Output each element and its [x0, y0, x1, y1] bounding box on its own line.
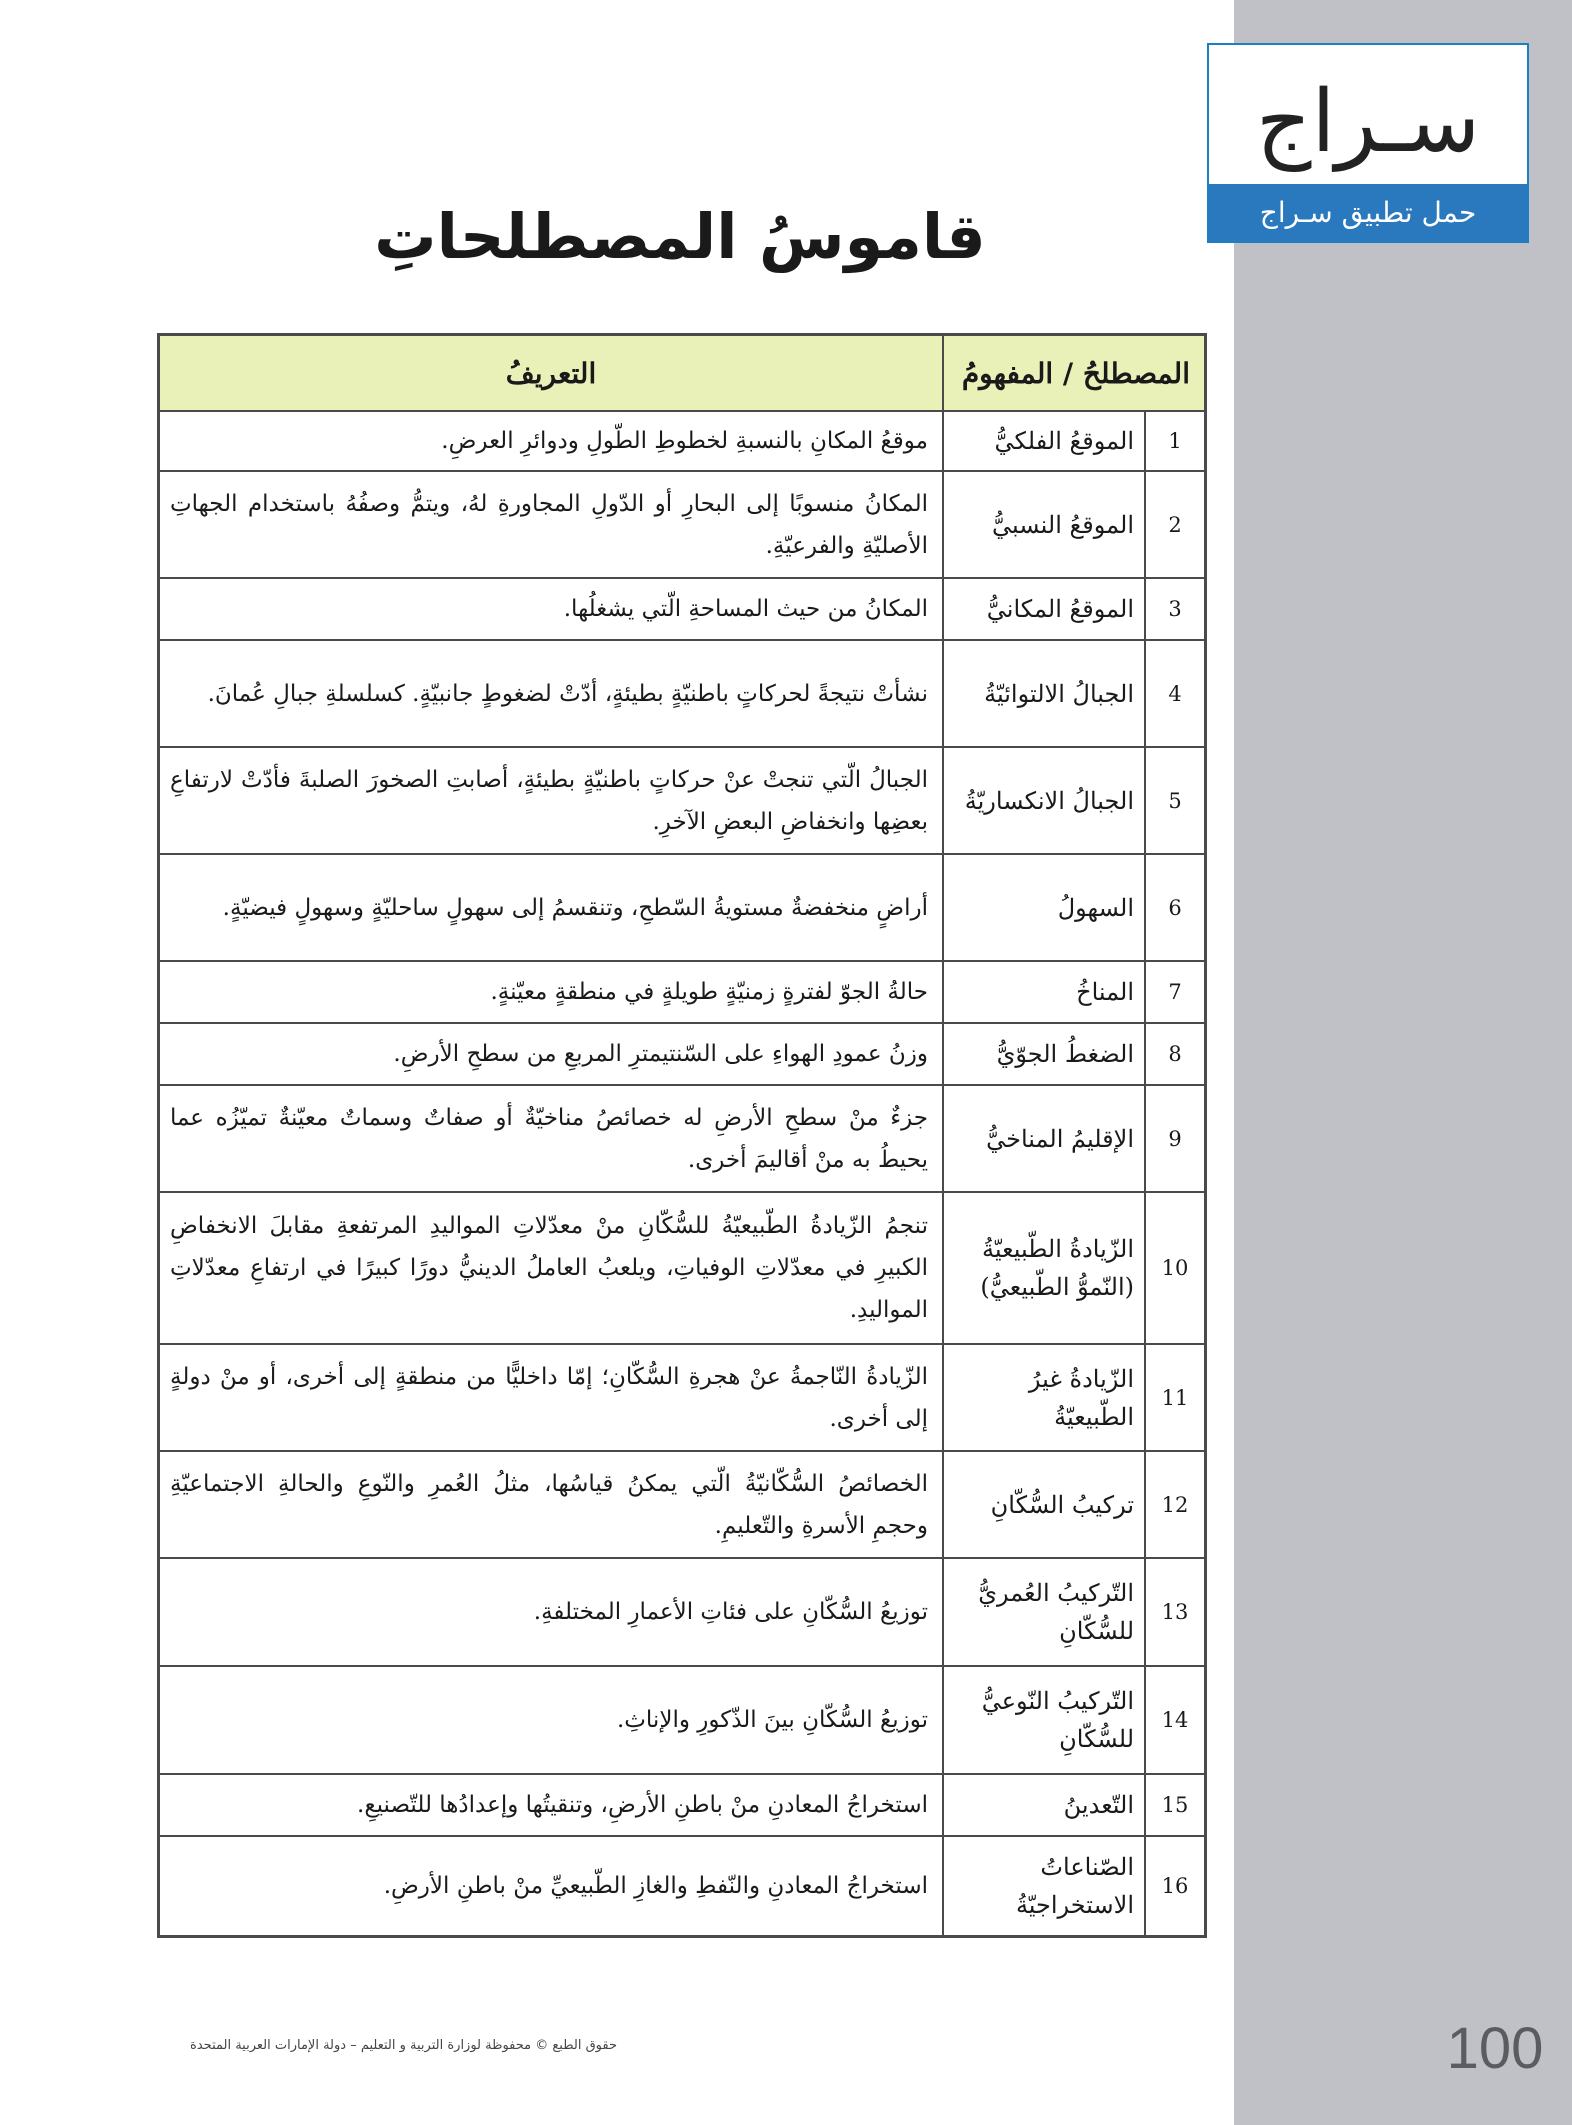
table-row [159, 411, 1206, 471]
row-number: 16 [1145, 1836, 1206, 1936]
table-row [159, 1774, 1206, 1836]
table-row [159, 1192, 1206, 1344]
row-definition: تنجمُ الزّيادةُ الطّبيعيّةُ للسُّكّانِ منْ معدّلاتِ المواليدِ المرتفعةِ مقابلَ الانخفاضِ الكبيرِ في معدّلاتِ الوفياتِ، ويلعبُ العاملُ الدينيُّ دورًا كبيرًا في ارتفاعِ معدّلاتِ المواليدِ. [159, 1192, 944, 1344]
row-definition: موقعُ المكانِ بالنسبةِ لخطوطِ الطّولِ ودوائرِ العرضِ. [159, 411, 944, 471]
row-number: 11 [1145, 1344, 1206, 1451]
table-row [159, 747, 1206, 854]
table-row [159, 1836, 1206, 1936]
row-term: الضغطُ الجوّيُّ [943, 1023, 1145, 1085]
row-term: الجبالُ الانكساريّةُ [943, 747, 1145, 854]
row-definition: استخراجُ المعادنِ منْ باطنِ الأرضِ، وتنقيتُها وإعدادُها للتّصنيعِ. [159, 1774, 944, 1836]
row-definition: وزنُ عمودِ الهواءِ على السّنتيمترِ المربعِ من سطحِ الأرضِ. [159, 1023, 944, 1085]
row-term: تركيبُ السُّكّانِ [943, 1451, 1145, 1558]
row-term: الموقعُ الفلكيُّ [943, 411, 1145, 471]
row-number: 6 [1145, 854, 1206, 961]
row-number: 2 [1145, 471, 1206, 578]
row-definition: المكانُ منسوبًا إلى البحارِ أو الدّولِ المجاورةِ لهُ، ويتمُّ وصفُهُ باستخدام الجهاتِ الأصليّةِ والفرعيّةِ. [159, 471, 944, 578]
row-term: الصّناعاتُ الاستخراجيّةُ [943, 1836, 1145, 1936]
row-number: 12 [1145, 1451, 1206, 1558]
row-term: الموقعُ النسبيُّ [943, 471, 1145, 578]
row-number: 7 [1145, 961, 1206, 1023]
row-definition: توزيعُ السُّكّانِ على فئاتِ الأعمارِ المختلفةِ. [159, 1558, 944, 1666]
table-row [159, 1344, 1206, 1451]
row-term: التّركيبُ النّوعيُّ للسُّكّانِ [943, 1666, 1145, 1774]
row-definition: استخراجُ المعادنِ والنّفطِ والغازِ الطّبيعيِّ منْ باطنِ الأرضِ. [159, 1836, 944, 1936]
table-row [159, 471, 1206, 578]
page-title: قاموسُ المصطلحاتِ [374, 200, 986, 273]
header-term: المصطلحُ / المفهومُ [943, 335, 1206, 412]
row-number: 13 [1145, 1558, 1206, 1666]
row-number: 8 [1145, 1023, 1206, 1085]
table-row [159, 1558, 1206, 1666]
glossary-table [157, 333, 1207, 1938]
row-definition: جزءٌ منْ سطحِ الأرضِ له خصائصُ مناخيّةٌ أو صفاتٌ وسماتٌ معيّنةٌ تميّزُه عما يحيطُ به منْ أقاليمَ أخرى. [159, 1085, 944, 1192]
row-definition: حالةُ الجوّ لفترةٍ زمنيّةٍ طويلةٍ في منطقةٍ معيّنةٍ. [159, 961, 944, 1023]
row-term: المناخُ [943, 961, 1145, 1023]
row-term: التّركيبُ العُمريُّ للسُّكّانِ [943, 1558, 1145, 1666]
logo-tagline: حمل تطبيق سـراج [1209, 184, 1527, 241]
row-number: 5 [1145, 747, 1206, 854]
row-term: التّعدينُ [943, 1774, 1145, 1836]
row-number: 4 [1145, 640, 1206, 747]
row-term: الزّيادةُ الطّبيعيّةُ (النّموُّ الطّبيعيُّ) [943, 1192, 1145, 1344]
siraj-logo[interactable] [1207, 43, 1529, 243]
row-definition: المكانُ من حيث المساحةِ الّتي يشغلُها. [159, 578, 944, 640]
table-row [159, 961, 1206, 1023]
row-definition: أراضٍ منخفضةٌ مستويةُ السّطحِ، وتنقسمُ إلى سهولٍ ساحليّةٍ وسهولٍ فيضيّةٍ. [159, 854, 944, 961]
row-term: الزّيادةُ غيرُ الطّبيعيّةُ [943, 1344, 1145, 1451]
table-row [159, 1023, 1206, 1085]
row-number: 10 [1145, 1192, 1206, 1344]
table-row [159, 640, 1206, 747]
table-row [159, 854, 1206, 961]
row-definition: الخصائصُ السُّكّانيّةُ الّتي يمكنُ قياسُها، مثلُ العُمرِ والنّوعِ والحالةِ الاجتماعيّةِ وحجمِ الأسرةِ والتّعليمِ. [159, 1451, 944, 1558]
table-row [159, 1666, 1206, 1774]
copyright-note: حقوق الطبع © محفوظة لوزارة التربية و التعليم – دولة الإمارات العربية المتحدة [190, 2038, 617, 2053]
row-definition: توزيعُ السُّكّانِ بينَ الذّكورِ والإناثِ. [159, 1666, 944, 1774]
row-definition: الزّيادةُ النّاجمةُ عنْ هجرةِ السُّكّانِ؛ إمّا داخليًّا من منطقةٍ إلى أخرى، أو منْ دولةٍ إلى أخرى. [159, 1344, 944, 1451]
row-term: الجبالُ الالتوائيّةُ [943, 640, 1145, 747]
logo-word: سـراج [1255, 72, 1481, 172]
table-row [159, 1451, 1206, 1558]
table-header-row [159, 335, 1206, 412]
table-row [159, 578, 1206, 640]
row-number: 14 [1145, 1666, 1206, 1774]
row-term: السهولُ [943, 854, 1145, 961]
table-row [159, 1085, 1206, 1192]
row-number: 9 [1145, 1085, 1206, 1192]
row-definition: الجبالُ الّتي تنجتْ عنْ حركاتٍ باطنيّةٍ بطيئةٍ، أصابتِ الصخورَ الصلبةَ فأدّتْ لارتفاعِ بعضِها وانخفاضِ البعضِ الآخرِ. [159, 747, 944, 854]
row-term: الموقعُ المكانيُّ [943, 578, 1145, 640]
side-strip [1234, 0, 1572, 2125]
row-term: الإقليمُ المناخيُّ [943, 1085, 1145, 1192]
row-number: 3 [1145, 578, 1206, 640]
row-definition: نشأتْ نتيجةً لحركاتٍ باطنيّةٍ بطيئةٍ، أدّتْ لضغوطٍ جانبيّةٍ. كسلسلةِ جبالِ عُمانَ. [159, 640, 944, 747]
row-number: 15 [1145, 1774, 1206, 1836]
header-definition: التعريفُ [159, 335, 944, 412]
page-number: 100 [1446, 2016, 1544, 2081]
row-number: 1 [1145, 411, 1206, 471]
